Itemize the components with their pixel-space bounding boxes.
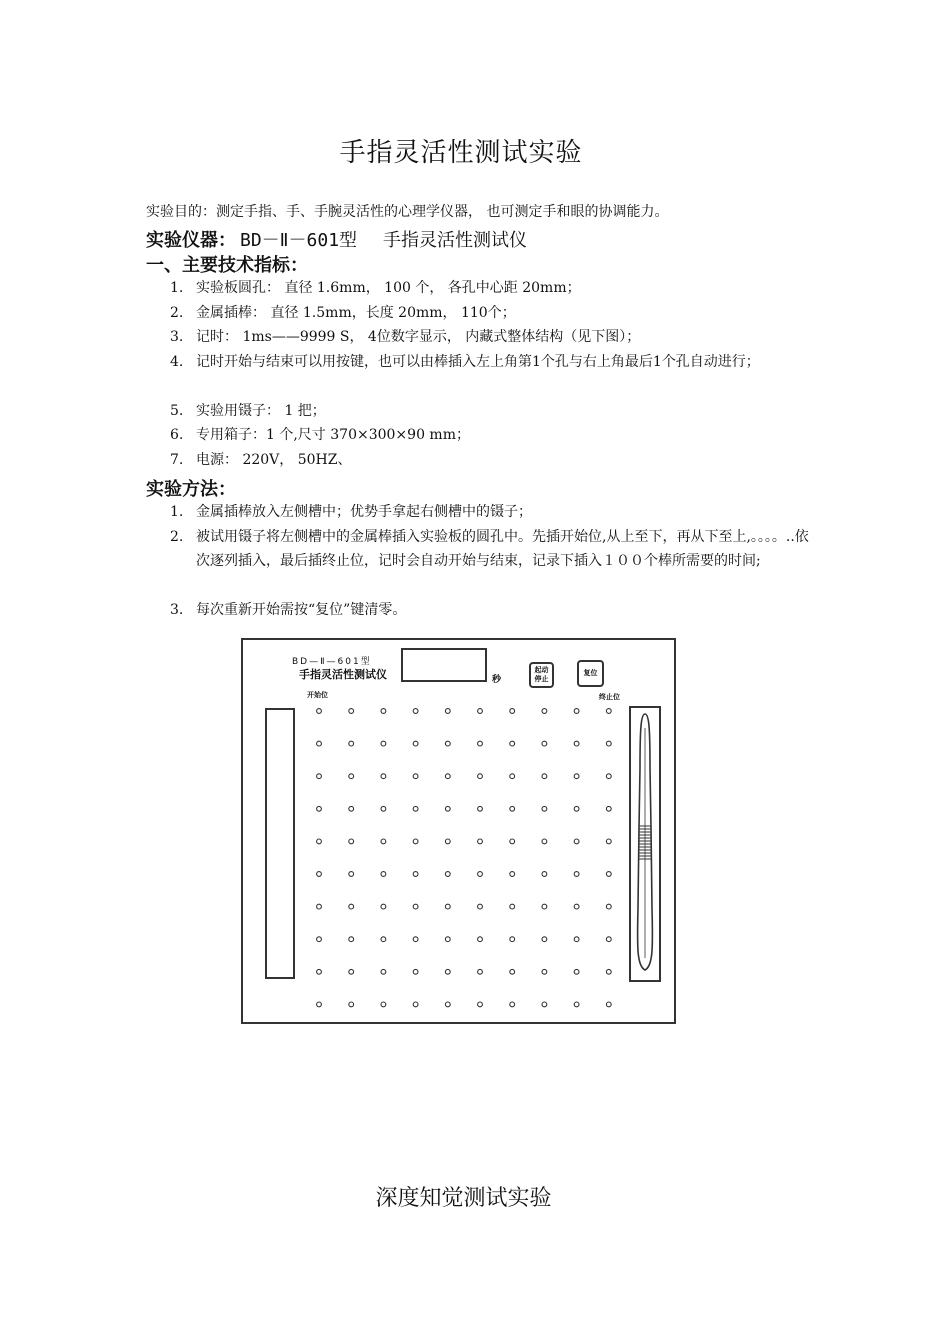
board-hole bbox=[413, 937, 418, 942]
board-hole bbox=[478, 937, 483, 942]
board-hole bbox=[413, 904, 418, 909]
list-item: 2. 被试用镊子将左侧槽中的金属棒插入实验板的圆孔中。先插开始位,从上至下，再从下至上,。。。。..依次逐列插入，最后插终止位，记时会自动开始与结束，记录下插入１００个棒所需要的时间; bbox=[170, 528, 809, 569]
board-hole bbox=[478, 806, 483, 811]
instrument-heading bbox=[146, 226, 527, 252]
board-hole bbox=[574, 937, 579, 942]
list-item: 4. 记时开始与结束可以用按键，也可以由棒插入左上角第1个孔与右上角最后1个孔自动进行； bbox=[170, 353, 760, 370]
list-item: 3. 记时： 1ms——9999 S， 4位数字显示， 内藏式整体结构（见下图）； bbox=[170, 329, 641, 345]
board-hole bbox=[413, 741, 418, 746]
board-hole bbox=[478, 969, 483, 974]
specs-heading: 一、主要技术指标： bbox=[146, 255, 308, 276]
end-position-label: 终止位 bbox=[599, 693, 620, 701]
board-hole bbox=[349, 937, 354, 942]
board-hole bbox=[606, 709, 611, 714]
board-hole bbox=[445, 872, 450, 877]
board-hole bbox=[574, 741, 579, 746]
board-hole bbox=[574, 709, 579, 714]
method-heading: 实验方法： bbox=[146, 479, 236, 500]
board-hole bbox=[445, 1002, 450, 1007]
board-hole bbox=[349, 872, 354, 877]
board-hole bbox=[542, 709, 547, 714]
list-item: 1. 实验板圆孔： 直径 1.6mm， 100 个， 各孔中心距 20mm； bbox=[170, 280, 581, 296]
board-hole bbox=[606, 741, 611, 746]
list-item: 7. 电源： 220V， 50HZ、 bbox=[170, 451, 352, 468]
board-hole bbox=[381, 806, 386, 811]
board-hole bbox=[445, 709, 450, 714]
board-hole bbox=[510, 904, 515, 909]
board-hole bbox=[542, 872, 547, 877]
board-hole bbox=[445, 839, 450, 844]
board-hole bbox=[542, 774, 547, 779]
board-hole bbox=[510, 969, 515, 974]
reset-button: 复位 bbox=[577, 660, 604, 687]
board-hole bbox=[317, 806, 322, 811]
instrument-name: 手指灵活性测试仪 bbox=[383, 230, 528, 251]
board-hole bbox=[317, 872, 322, 877]
board-hole bbox=[349, 839, 354, 844]
board-hole bbox=[349, 709, 354, 714]
board-hole bbox=[349, 1002, 354, 1007]
list-item: 3. 每次重新开始需按“复位”键清零。 bbox=[170, 602, 407, 618]
board-hole bbox=[606, 774, 611, 779]
board-hole bbox=[413, 1002, 418, 1007]
board-hole bbox=[574, 969, 579, 974]
start-position-label: 开始位 bbox=[307, 691, 328, 699]
board-hole bbox=[574, 774, 579, 779]
board-hole bbox=[381, 969, 386, 974]
board-hole bbox=[445, 969, 450, 974]
board-hole bbox=[478, 741, 483, 746]
board-hole bbox=[381, 839, 386, 844]
board-hole bbox=[510, 1002, 515, 1007]
methods-list bbox=[146, 500, 816, 623]
board-hole bbox=[349, 806, 354, 811]
board-hole bbox=[445, 741, 450, 746]
board-hole bbox=[542, 937, 547, 942]
board-hole bbox=[478, 1002, 483, 1007]
experiment-purpose: 实验目的：测定手指、手、手腕灵活性的心理学仪器， 也可测定手和眼的协调能力。 bbox=[146, 204, 669, 220]
board-hole bbox=[413, 872, 418, 877]
board-hole bbox=[413, 709, 418, 714]
board-hole bbox=[606, 969, 611, 974]
board-hole bbox=[542, 806, 547, 811]
board-hole bbox=[510, 774, 515, 779]
board-hole bbox=[510, 806, 515, 811]
board-hole bbox=[317, 709, 322, 714]
list-item: 2. 金属插棒： 直径 1.5mm，长度 20mm， 110个； bbox=[170, 304, 516, 321]
board-hole bbox=[606, 904, 611, 909]
specs-list bbox=[146, 276, 816, 472]
board-hole bbox=[542, 839, 547, 844]
board-hole bbox=[510, 741, 515, 746]
board-hole bbox=[445, 774, 450, 779]
board-hole bbox=[381, 904, 386, 909]
board-hole bbox=[317, 774, 322, 779]
board-hole bbox=[510, 709, 515, 714]
list-item: 6. 专用箱子：1 个,尺寸 370×300×90 mm； bbox=[170, 427, 470, 443]
board-hole bbox=[478, 904, 483, 909]
board-hole bbox=[317, 937, 322, 942]
instrument-model: BD－Ⅱ－601型 bbox=[240, 230, 358, 251]
board-hole bbox=[349, 774, 354, 779]
device-name-label: 手指灵活性测试仪 bbox=[299, 668, 387, 681]
board-hole bbox=[381, 937, 386, 942]
board-hole bbox=[478, 709, 483, 714]
board-hole bbox=[349, 741, 354, 746]
list-item: 1. 金属插棒放入左侧槽中；优势手拿起右侧槽中的镊子； bbox=[170, 504, 532, 520]
board-hole bbox=[317, 741, 322, 746]
page-title: 手指灵活性测试实验 bbox=[339, 138, 583, 168]
next-section-title: 深度知觉测试实验 bbox=[375, 1186, 552, 1211]
list-item: 5. 实验用镊子： 1 把； bbox=[170, 402, 326, 419]
board-hole bbox=[413, 839, 418, 844]
board-hole bbox=[606, 839, 611, 844]
board-hole bbox=[381, 774, 386, 779]
board-hole bbox=[478, 839, 483, 844]
board-hole bbox=[317, 904, 322, 909]
board-hole bbox=[349, 904, 354, 909]
device-model-label: BD—Ⅱ—601型 bbox=[292, 657, 372, 667]
device-diagram bbox=[241, 638, 676, 1024]
board-hole bbox=[574, 904, 579, 909]
board-hole bbox=[606, 937, 611, 942]
hole-grid bbox=[243, 640, 674, 1022]
board-hole bbox=[574, 839, 579, 844]
board-hole bbox=[381, 741, 386, 746]
board-hole bbox=[445, 937, 450, 942]
board-hole bbox=[317, 839, 322, 844]
board-hole bbox=[317, 969, 322, 974]
board-hole bbox=[413, 806, 418, 811]
board-hole bbox=[606, 1002, 611, 1007]
board-hole bbox=[542, 904, 547, 909]
board-hole bbox=[606, 872, 611, 877]
board-hole bbox=[574, 872, 579, 877]
board-hole bbox=[606, 806, 611, 811]
board-hole bbox=[542, 969, 547, 974]
instrument-label: 实验仪器： bbox=[146, 230, 236, 251]
board-hole bbox=[413, 969, 418, 974]
board-hole bbox=[478, 774, 483, 779]
board-hole bbox=[510, 872, 515, 877]
board-hole bbox=[574, 1002, 579, 1007]
seconds-label: 秒 bbox=[492, 675, 502, 685]
board-hole bbox=[413, 774, 418, 779]
board-hole bbox=[574, 806, 579, 811]
board-hole bbox=[445, 904, 450, 909]
board-hole bbox=[381, 872, 386, 877]
board-hole bbox=[542, 741, 547, 746]
board-hole bbox=[349, 969, 354, 974]
board-hole bbox=[510, 839, 515, 844]
board-hole bbox=[381, 1002, 386, 1007]
board-hole bbox=[445, 806, 450, 811]
start-stop-button: 起动 停止 bbox=[529, 662, 554, 688]
board-hole bbox=[542, 1002, 547, 1007]
board-hole bbox=[478, 872, 483, 877]
board-hole bbox=[381, 709, 386, 714]
board-hole bbox=[510, 937, 515, 942]
board-hole bbox=[317, 1002, 322, 1007]
